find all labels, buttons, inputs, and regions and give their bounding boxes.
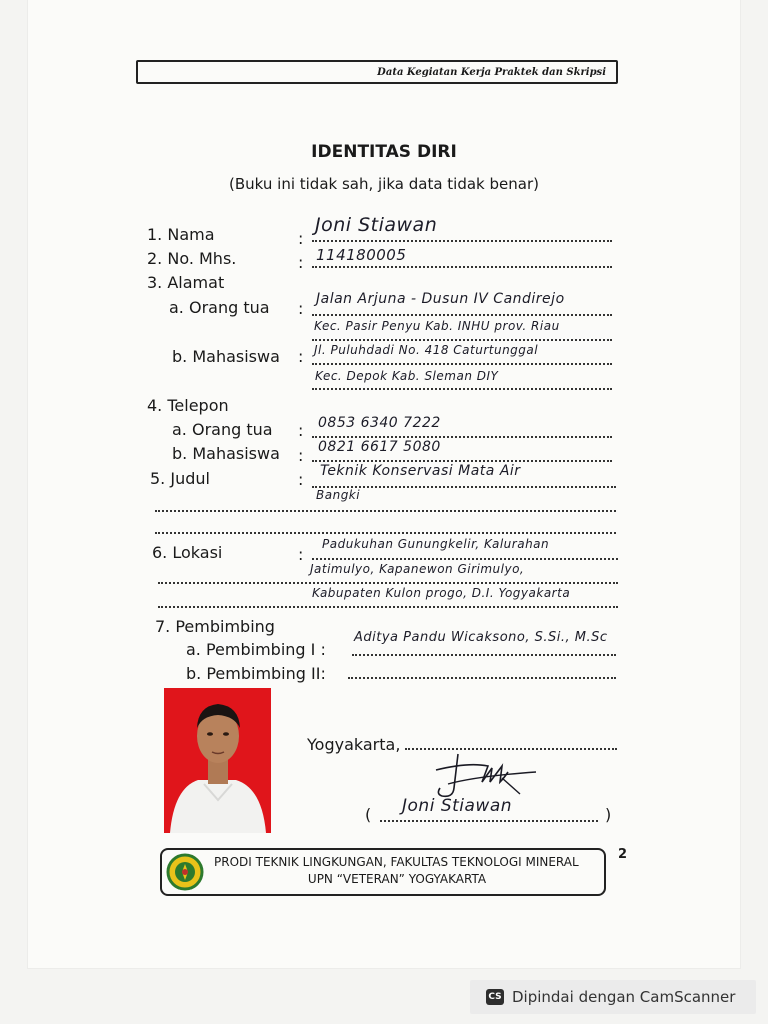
label-telp-mhs: b. Mahasiswa xyxy=(172,444,280,463)
value-nama: Joni Stiawan xyxy=(315,214,438,236)
value-alamat-mhs-2: Kec. Depok Kab. Sleman DIY xyxy=(315,369,499,383)
colon: : xyxy=(298,347,304,366)
label-alamat-mhs: b. Mahasiswa xyxy=(172,347,280,366)
fill-line xyxy=(312,436,612,438)
fill-line xyxy=(312,314,612,316)
value-lokasi-3: Kabupaten Kulon progo, D.I. Yogyakarta xyxy=(312,586,571,600)
value-alamat-ortu-2: Kec. Pasir Penyu Kab. INHU prov. Riau xyxy=(314,319,560,333)
fill-line xyxy=(155,510,616,512)
fill-line xyxy=(380,820,598,822)
fill-line xyxy=(312,460,612,462)
label-nomhs: 2. No. Mhs. xyxy=(147,249,237,268)
label-nama: 1. Nama xyxy=(147,225,215,244)
footer-banner xyxy=(160,848,606,896)
page-number: 2 xyxy=(618,847,628,862)
page-subtitle: (Buku ini tidak sah, jika data tidak benar) xyxy=(229,175,539,193)
label-telp-ortu: a. Orang tua xyxy=(172,420,273,439)
fill-line xyxy=(312,240,612,242)
header-text: Data Kegiatan Kerja Praktek dan Skripsi xyxy=(377,67,606,78)
signature-name: Joni Stiawan xyxy=(402,796,513,816)
colon: : xyxy=(298,253,304,272)
fill-line xyxy=(312,339,612,341)
value-pembimbing-1: Aditya Pandu Wicaksono, S.Si., M.Sc xyxy=(354,630,608,645)
fill-line xyxy=(155,532,616,534)
value-alamat-ortu-1: Jalan Arjuna - Dusun IV Candirejo xyxy=(316,291,565,307)
label-alamat: 3. Alamat xyxy=(147,273,225,292)
fill-line xyxy=(312,266,612,268)
colon: : xyxy=(298,545,304,564)
footer-line-1: PRODI TEKNIK LINGKUNGAN, FAKULTAS TEKNOLOGI MINERAL xyxy=(214,855,579,869)
value-judul-2: Bangki xyxy=(316,488,361,502)
fill-line xyxy=(312,558,618,560)
value-alamat-mhs-1: Jl. Puluhdadi No. 418 Caturtunggal xyxy=(314,343,539,357)
fill-line xyxy=(348,677,616,679)
signature-place-label: Yogyakarta, xyxy=(307,735,401,754)
header-banner xyxy=(136,60,618,84)
value-judul-1: Teknik Konservasi Mata Air xyxy=(320,463,521,479)
label-lokasi: 6. Lokasi xyxy=(152,543,223,562)
fill-line xyxy=(352,654,616,656)
label-alamat-ortu: a. Orang tua xyxy=(169,298,270,317)
colon: : xyxy=(298,299,304,318)
label-judul: 5. Judul xyxy=(150,469,210,488)
signature-close-paren: ) xyxy=(605,805,612,824)
label-pembimbing-1: a. Pembimbing I : xyxy=(186,640,326,659)
colon: : xyxy=(298,421,304,440)
value-lokasi-1: Padukuhan Gunungkelir, Kalurahan xyxy=(322,537,550,551)
page-title: IDENTITAS DIRI xyxy=(311,142,457,162)
fill-line xyxy=(158,606,618,608)
label-telepon: 4. Telepon xyxy=(147,396,229,415)
camscanner-watermark xyxy=(470,980,756,1014)
footer-line-2: UPN “VETERAN” YOGYAKARTA xyxy=(307,872,487,886)
student-photo xyxy=(164,688,271,833)
colon: : xyxy=(298,446,304,465)
value-nomhs: 114180005 xyxy=(316,246,407,264)
value-telp-mhs: 0821 6617 5080 xyxy=(318,439,441,455)
signature-open-paren: ( xyxy=(365,805,372,824)
camscanner-icon: CS xyxy=(486,989,504,1005)
fill-line xyxy=(312,388,612,390)
camscanner-text: Dipindai dengan CamScanner xyxy=(512,988,736,1006)
fill-line xyxy=(158,582,618,584)
label-pembimbing-2: b. Pembimbing II: xyxy=(186,664,326,683)
value-lokasi-2: Jatimulyo, Kapanewon Girimulyo, xyxy=(310,562,525,576)
value-telp-ortu: 0853 6340 7222 xyxy=(318,415,441,431)
colon: : xyxy=(298,229,304,248)
fill-line xyxy=(312,363,612,365)
label-pembimbing: 7. Pembimbing xyxy=(155,617,275,636)
colon: : xyxy=(298,470,304,489)
